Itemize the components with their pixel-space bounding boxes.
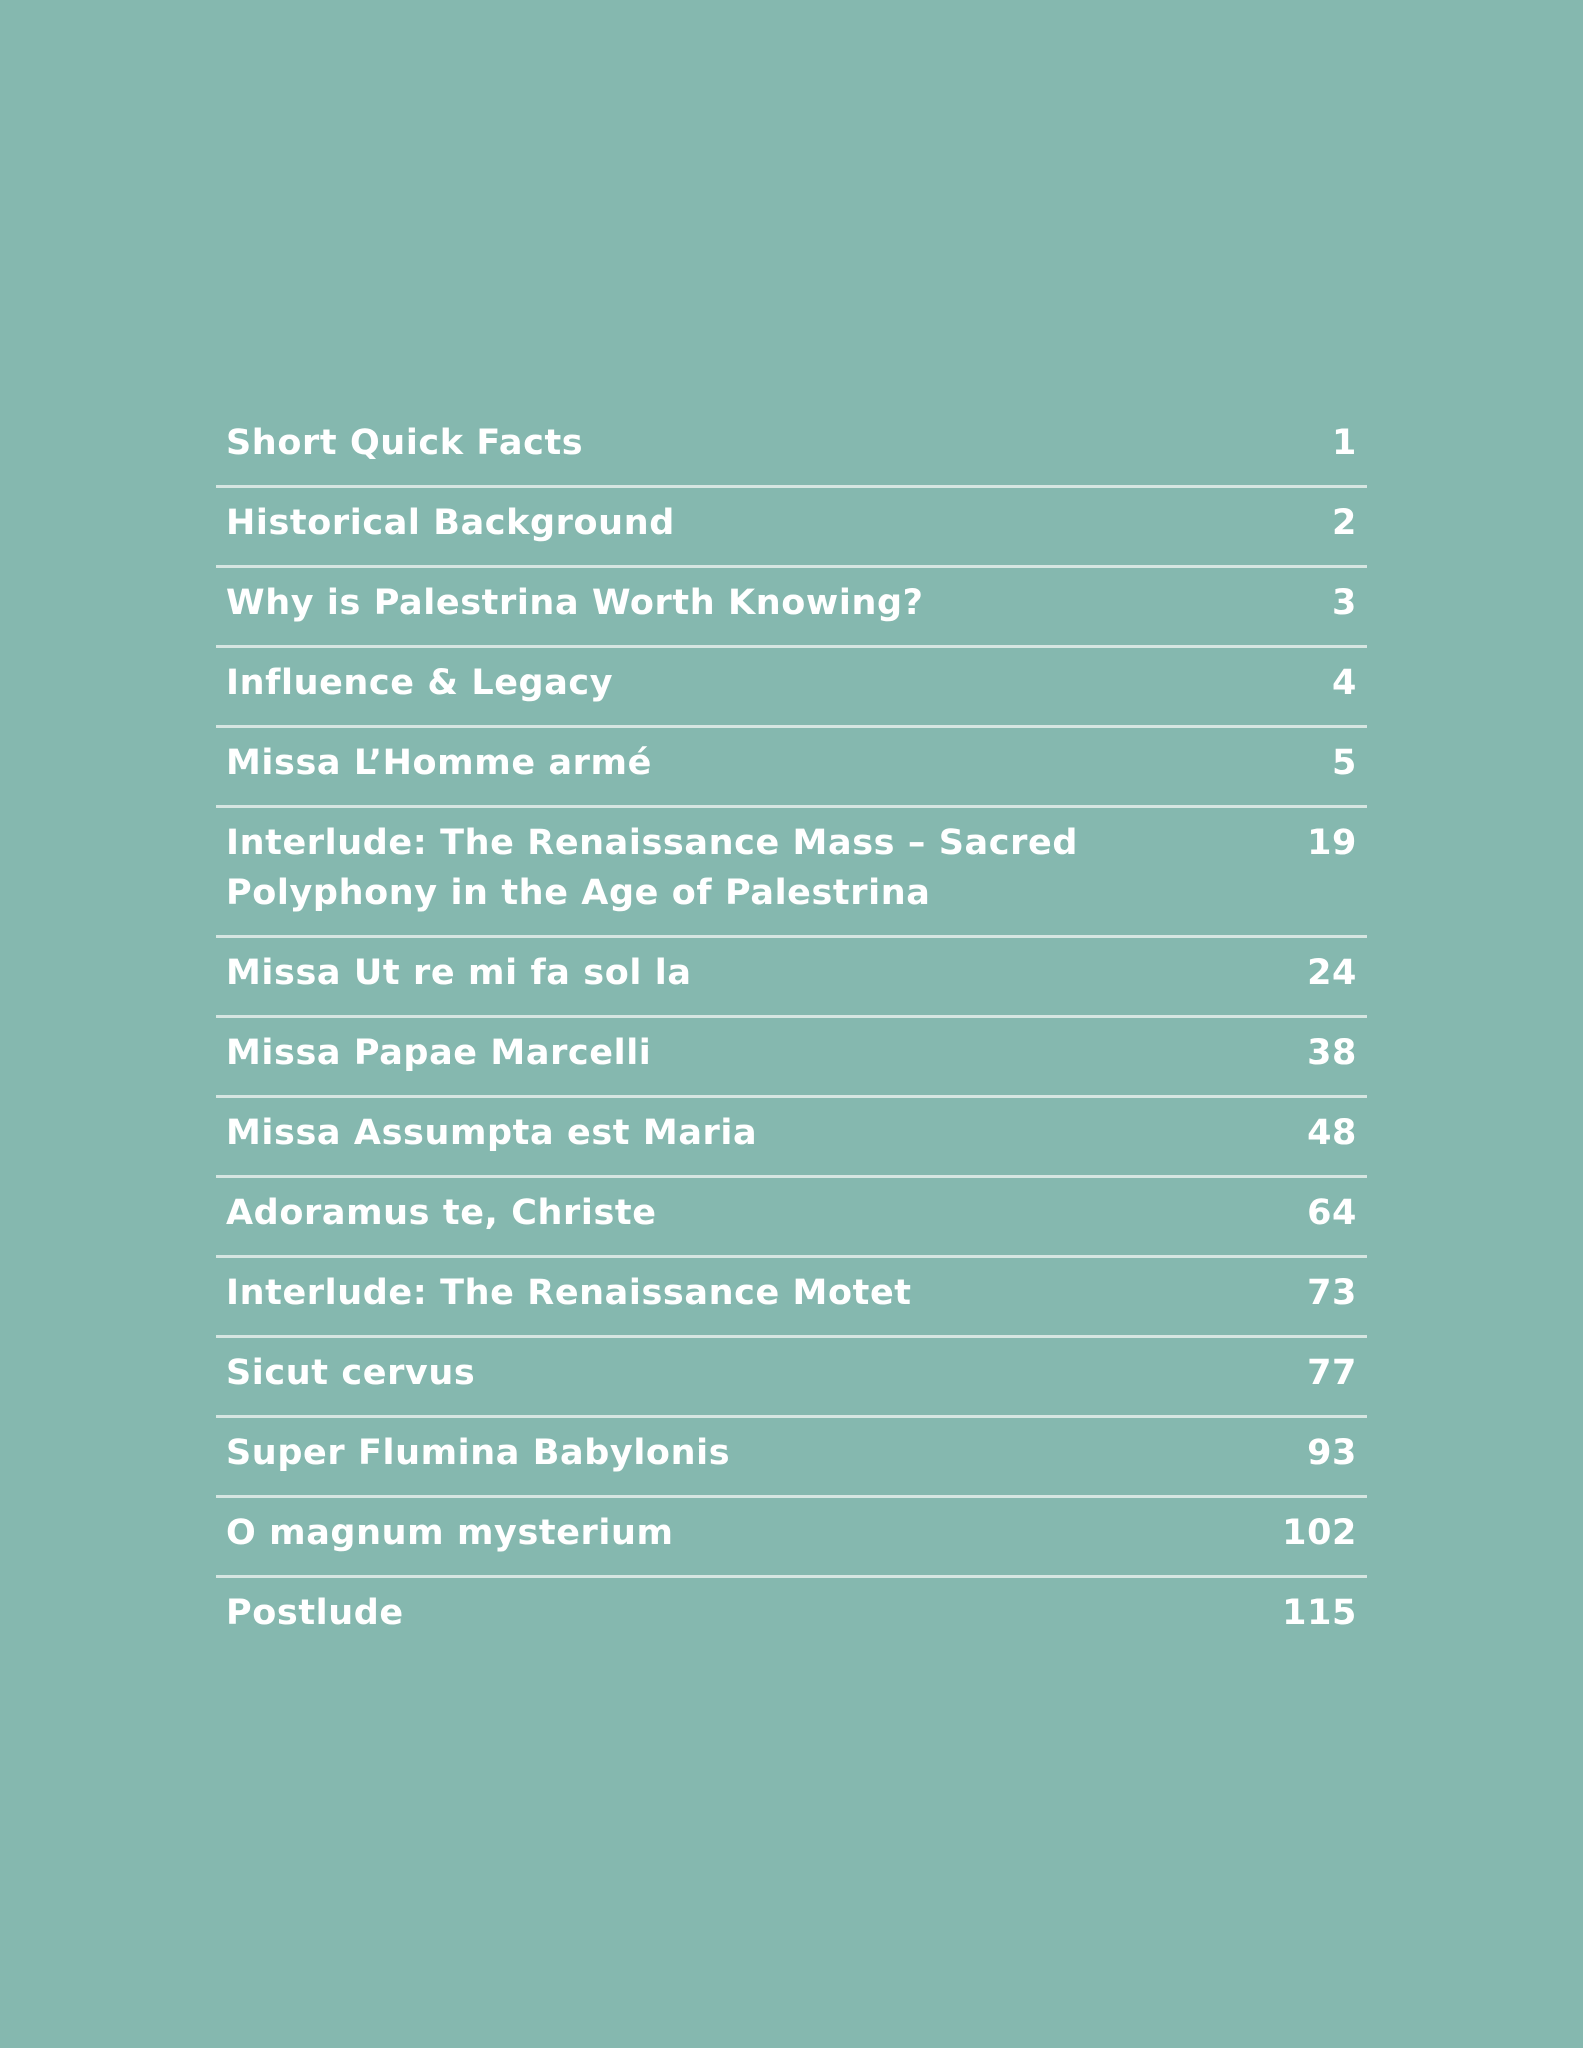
toc-entry-title: Missa Ut re mi fa sol la (226, 953, 692, 993)
toc-entry-page: 102 (1282, 1513, 1357, 1553)
toc-entry-title: Missa Assumpta est Maria (226, 1113, 758, 1153)
toc-entry-title: Why is Palestrina Worth Knowing? (226, 583, 924, 623)
toc-entry-page: 1 (1332, 423, 1357, 463)
toc-entry[interactable] (216, 1578, 1367, 1658)
toc-entry[interactable] (216, 1258, 1367, 1338)
toc-entry-title: Interlude: The Renaissance Motet (226, 1273, 912, 1313)
toc-entry-title: Sicut cervus (226, 1353, 476, 1393)
toc-entry-page: 77 (1307, 1353, 1357, 1393)
toc-entry-page: 5 (1332, 743, 1357, 783)
toc-entry-page: 3 (1332, 583, 1357, 623)
toc-entry-page: 24 (1307, 953, 1357, 993)
toc-entry-title: O magnum mysterium (226, 1513, 674, 1553)
toc-entry[interactable] (216, 648, 1367, 728)
toc-entry[interactable] (216, 1178, 1367, 1258)
toc-entry[interactable] (216, 1498, 1367, 1578)
toc-entry-title: Postlude (226, 1593, 404, 1633)
toc-entry-page: 73 (1307, 1273, 1357, 1313)
toc-entry-title: Interlude: The Renaissance Mass – Sacred Polyphony in the Age of Palestrina (226, 823, 1078, 913)
toc-entry[interactable] (216, 728, 1367, 808)
toc-entry-page: 19 (1307, 823, 1357, 863)
table-of-contents (216, 408, 1367, 1658)
toc-entry-page: 4 (1332, 663, 1357, 703)
toc-entry[interactable] (216, 938, 1367, 1018)
toc-entry-page: 2 (1332, 503, 1357, 543)
toc-entry[interactable] (216, 808, 1367, 938)
toc-entry-title: Adoramus te, Christe (226, 1193, 657, 1233)
toc-entry-title: Missa L’Homme armé (226, 743, 652, 783)
toc-entry[interactable] (216, 1418, 1367, 1498)
toc-entry-page: 93 (1307, 1433, 1357, 1473)
toc-entry-title: Missa Papae Marcelli (226, 1033, 652, 1073)
toc-entry-title: Super Flumina Babylonis (226, 1433, 731, 1473)
toc-entry[interactable] (216, 1338, 1367, 1418)
toc-entry[interactable] (216, 488, 1367, 568)
toc-entry[interactable] (216, 568, 1367, 648)
toc-entry-title: Influence & Legacy (226, 663, 614, 703)
toc-entry-title: Short Quick Facts (226, 423, 584, 463)
toc-entry-page: 48 (1307, 1113, 1357, 1153)
toc-entry-page: 115 (1282, 1593, 1357, 1633)
toc-entry[interactable] (216, 1098, 1367, 1178)
toc-entry-page: 38 (1307, 1033, 1357, 1073)
toc-entry-title: Historical Background (226, 503, 675, 543)
toc-entry-page: 64 (1307, 1193, 1357, 1233)
toc-entry[interactable] (216, 408, 1367, 488)
toc-entry[interactable] (216, 1018, 1367, 1098)
